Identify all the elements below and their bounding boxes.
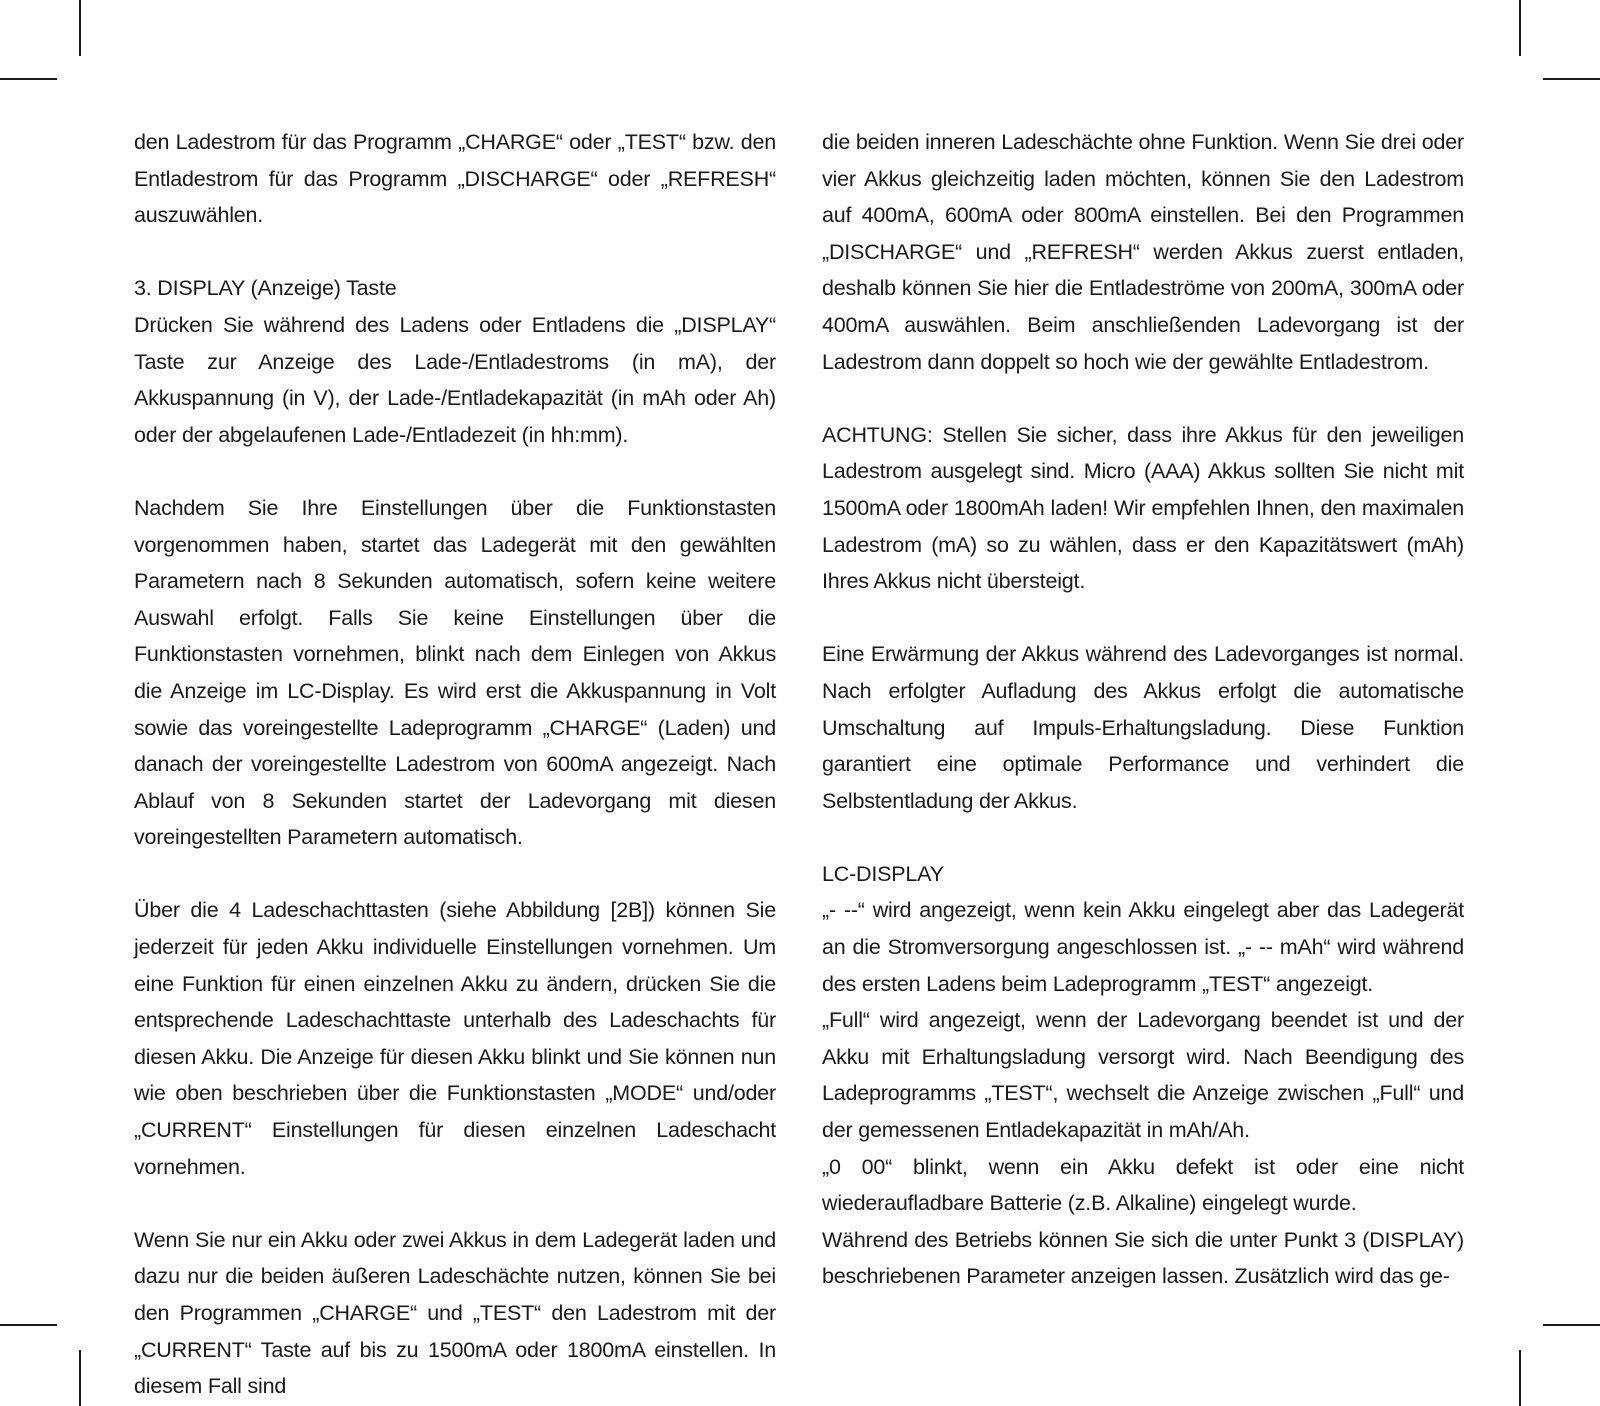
lc-display-full: „Full“ wird angezeigt, wenn der Ladevorgang beendet ist und der Akku mit Erhaltungsladung versorgt wird. Nach Beendigung des Ladeprogramms „TEST“, wechselt die Anzeige zwischen „Full“ und der gemessenen Entladekapazität in mAh/Ah. [822,1008,1464,1143]
paragraph-auto-start: Nachdem Sie Ihre Einstellungen über die Funktionstasten vorgenommen haben, startet das Ladegerät mit den gewählten Parametern nach 8 Sekunden automatisch, sofern keine weitere Auswahl erfolgt. Falls Sie keine Einstellungen über die Funktionstasten vornehmen, blinkt nach dem Einlegen von Akkus die Anzeige im LC-Display. Es wird erst die Akkuspannung in Volt sowie das voreingestellte Ladeprogramm „CHARGE“ (Laden) und danach der voreingestellte Ladestrom von 600mA angezeigt. Nach Ablauf von 8 Sekunden startet der Ladevorgang mit diesen voreingestellten Parametern automatisch. [134,495,776,850]
paragraph-outer-slots: Wenn Sie nur ein Akku oder zwei Akkus in dem Ladegerät laden und dazu nur die beiden äußeren Ladeschächte nutzen, können Sie bei den Programmen „CHARGE“ und „TEST“ den Ladestrom mit der „CURRENT“ Taste auf bis zu 1500mA oder 1800mA einstellen. In diesem Fall sind [134,1227,776,1399]
crop-mark-top-right-vertical [1519,0,1521,56]
left-text-column [134,124,776,1405]
paragraph-warning: ACHTUNG: Stellen Sie sicher, dass ihre Akkus für den jeweiligen Ladestrom ausgelegt sind. Micro (AAA) Akkus sollten Sie nicht mit 1500mA oder 1800mAh laden! Wir empfehlen Ihnen, den maximalen Ladestrom (mA) so zu wählen, dass er den Kapazitätswert (mAh) Ihres Akkus nicht übersteigt. [822,422,1464,594]
crop-mark-top-right-horizontal [1543,78,1600,80]
crop-mark-bottom-right-vertical [1519,1350,1521,1406]
lc-display-no-battery: „- --“ wird angezeigt, wenn kein Akku eingelegt aber das Ladegerät an die Stromversorgung angeschlossen ist. „- -- mAh“ wird während des ersten Ladens beim Ladeprogramm „TEST“ angezeigt. [822,898,1464,996]
paragraph-display-button: Drücken Sie während des Ladens oder Entladens die „DISPLAY“ Taste zur Anzeige des Lade-/Entladestroms (in mA), der Akkuspannung (in V), der Lade-/Entladekapazität (in mAh oder Ah) oder der abgelaufenen Lade-/Entladezeit (in hh:mm). [134,312,776,447]
display-button-heading: 3. DISPLAY (Anzeige) Taste [134,276,397,301]
lc-display-defect: „0 00“ blinkt, wenn ein Akku defekt ist oder eine nicht wiederaufladbare Batterie (z.B. Alkaline) eingelegt wurde. [822,1154,1464,1216]
crop-mark-bottom-left-horizontal [0,1324,57,1326]
lc-display-operation: Während des Betriebs können Sie sich die unter Punkt 3 (DISPLAY) beschriebenen Parameter anzeigen lassen. Zusätzlich wird das ge- [822,1227,1464,1289]
paragraph-slot-buttons: Über die 4 Ladeschachttasten (siehe Abbildung [2B]) können Sie jederzeit für jeden Akku individuelle Einstellungen vornehmen. Um eine Funktion für einen einzelnen Akku zu ändern, drücken Sie die entsprechende Ladeschachttaste unterhalb des Ladeschachts für diesen Akku. Die Anzeige für diesen Akku blinkt und Sie können nun wie oben beschrieben über die Funktionstasten „MODE“ und/oder „CURRENT“ Einstellungen für diesen einzelnen Ladeschacht vornehmen. [134,898,776,1179]
paragraph-inner-slots: die beiden inneren Ladeschächte ohne Funktion. Wenn Sie drei oder vier Akkus gleichzeitig laden möchten, können Sie den Ladestrom auf 400mA, 600mA oder 800mA einstellen. Bei den Programmen „DISCHARGE“ und „REFRESH“ werden Akkus zuerst entladen, deshalb können Sie hier die Entladeströme von 200mA, 300mA oder 400mA auswählen. Beim anschließenden Ladevorgang ist der Ladestrom dann doppelt so hoch wie der gewählte Entladestrom. [822,130,1464,374]
right-text-column [822,124,1464,1295]
crop-mark-bottom-right-horizontal [1543,1324,1600,1326]
crop-mark-top-left-horizontal [0,78,57,80]
paragraph-heating: Eine Erwärmung der Akkus während des Ladevorganges ist normal. Nach erfolgter Aufladung des Akkus erfolgt die automatische Umschaltung auf Impuls-Erhaltungsladung. Diese Funktion garantiert eine optimale Performance und verhindert die Selbstentladung der Akkus. [822,642,1464,813]
paragraph-charge-current: den Ladestrom für das Programm „CHARGE“ oder „TEST“ bzw. den Entladestrom für das Programm „DISCHARGE“ oder „REFRESH“ auszuwählen. [134,130,776,228]
crop-mark-top-left-vertical [79,0,81,56]
crop-mark-bottom-left-vertical [79,1350,81,1406]
lc-display-heading: LC-DISPLAY [822,861,944,886]
